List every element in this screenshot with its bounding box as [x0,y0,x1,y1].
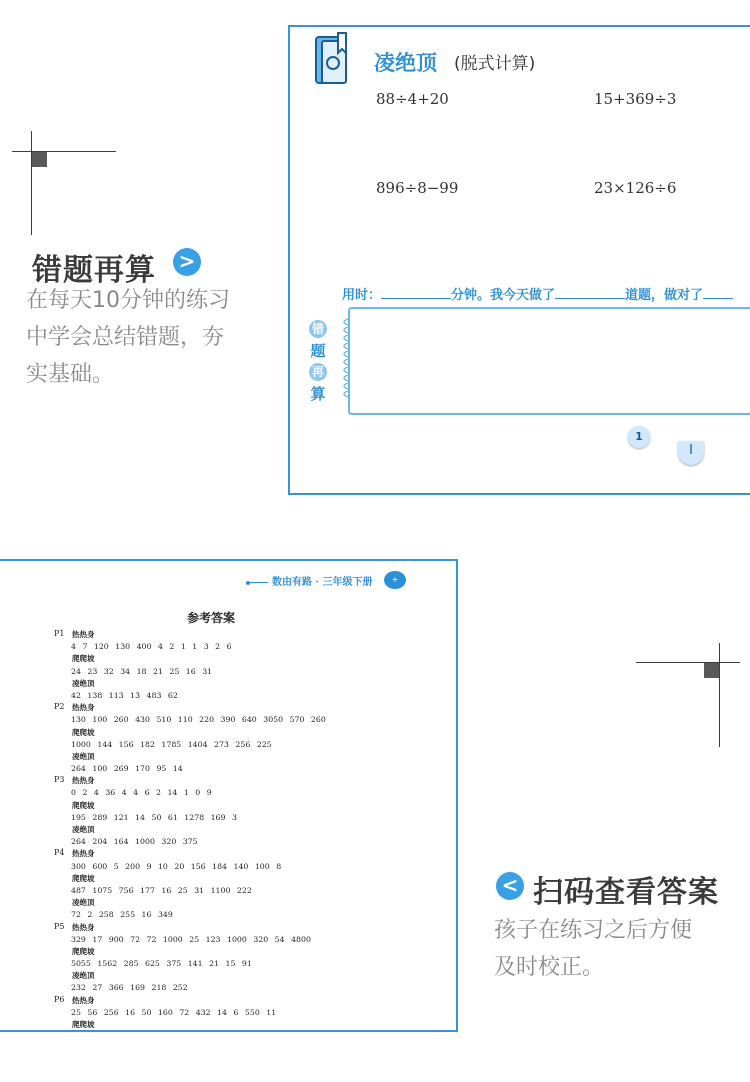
answer-section-name: 热热身 [72,849,95,859]
expression: 15+369÷3 [594,90,677,108]
answer-section-name: 爬爬坡 [72,654,95,664]
crop-mark-square [32,152,47,167]
answer-values: 25 56 256 16 50 160 72 432 14 6 550 11 [71,1007,277,1017]
answer-page-header: 数由有路 · 三年级下册 [246,573,372,588]
arrow-right-icon: > [173,248,201,276]
answer-values: 4 7 120 130 400 4 2 1 1 3 2 6 [71,642,232,652]
answer-section-name: 凌绝顶 [72,751,95,761]
math-logo-icon: +−×÷ [384,571,406,589]
side-label-char: 题 [310,342,326,360]
time-record-line: 用时： 分钟。我今天做了 道题，做对了 [342,284,733,303]
worksheet-title: 凌绝顶 [374,51,437,75]
crop-mark-line [12,151,116,152]
answer-page-label: P6 [54,994,65,1004]
answer-section-name: 爬爬坡 [72,1020,95,1029]
answer-values: 232 27 366 169 218 252 [71,983,188,993]
answer-section-name: 凌绝顶 [72,898,95,908]
answer-title: 参考答案 [186,611,235,625]
crop-mark-line [719,643,720,747]
answer-page-block [54,629,326,702]
answer-values: 5055 1562 285 625 375 141 21 15 91 [71,959,252,969]
left-caption-title: 错题再算 [32,253,156,288]
expression: 88÷4+20 [376,90,449,108]
answer-values: 72 2 258 255 16 349 [71,910,173,920]
side-label-char: 再 [309,363,327,381]
answer-page-label: P4 [54,848,65,858]
page-number-badge: 1 [628,426,650,448]
answer-values: 130 100 260 430 510 110 220 390 640 3050 570 260 [71,715,326,725]
answer-values: 329 17 900 72 72 1000 25 123 1000 320 54 4800 [71,934,311,944]
answer-section-name: 热热身 [72,922,95,932]
answer-section-name: 爬爬坡 [72,946,95,956]
answer-page-label: P3 [54,775,65,785]
answer-section-name: 凌绝顶 [72,678,95,688]
right-caption-text: 孩子在练习之后方便 及时校正。 [494,918,693,980]
answer-section-name: 凌绝顶 [72,825,95,834]
crop-mark-square [704,663,719,678]
answer-page-block [54,702,326,775]
worksheet-page [288,25,750,495]
bookmark-icon [312,31,356,89]
right-caption-title: 扫码查看答案 [533,875,719,910]
left-caption-text: 在每天10分钟的练习 中学会总结错题，夯 实基础。 [26,288,230,387]
answer-values: 1000 144 156 182 1785 1404 273 256 225 [71,739,272,749]
answer-values: 264 204 164 1000 320 375 [71,837,198,847]
answer-values: 42 138 113 13 483 62 [71,690,178,700]
worksheet-subtitle: (脱式计算) [454,54,536,74]
side-label-char: 算 [310,385,326,403]
error-redo-box [348,307,750,415]
answer-values: 264 100 269 170 95 14 [71,764,183,774]
answer-values: 195 289 121 14 50 61 1278 169 3 [71,812,237,822]
answer-section-name: 热热身 [72,776,95,786]
side-label-char: 错 [309,320,327,338]
answer-page-block [54,922,326,995]
arrow-left-icon: < [496,872,524,900]
expression: 896÷8−99 [376,179,459,197]
answer-page-label: P5 [54,921,65,931]
answer-values: 300 600 5 200 9 10 20 156 184 140 100 8 [71,861,282,871]
crop-mark-line [636,662,740,663]
answer-section-name: 爬爬坡 [72,873,95,883]
answer-page-block [54,775,326,848]
answer-section-name: 爬爬坡 [72,800,95,810]
answer-values: 24 23 32 34 18 21 25 16 31 [71,666,213,676]
answer-list [54,629,326,1031]
answer-values: 487 1075 756 177 16 25 31 1100 222 [71,885,252,895]
answer-page-label: P1 [54,629,65,638]
answer-section-name: 凌绝顶 [72,971,95,981]
answer-section-name: 热热身 [72,703,95,713]
answer-page-block [54,848,326,921]
answer-page-label: P2 [54,702,65,712]
answer-key-page [0,559,458,1032]
answer-page-block [54,995,326,1032]
crop-mark-line [31,131,32,235]
answer-values: 0 2 4 36 4 4 6 2 14 1 0 9 [71,788,212,798]
answer-section-name: 热热身 [72,630,95,639]
expression: 23×126÷6 [594,179,677,197]
page-number-badge: I [678,441,704,465]
answer-section-name: 热热身 [72,995,95,1005]
answer-section-name: 爬爬坡 [72,727,95,737]
